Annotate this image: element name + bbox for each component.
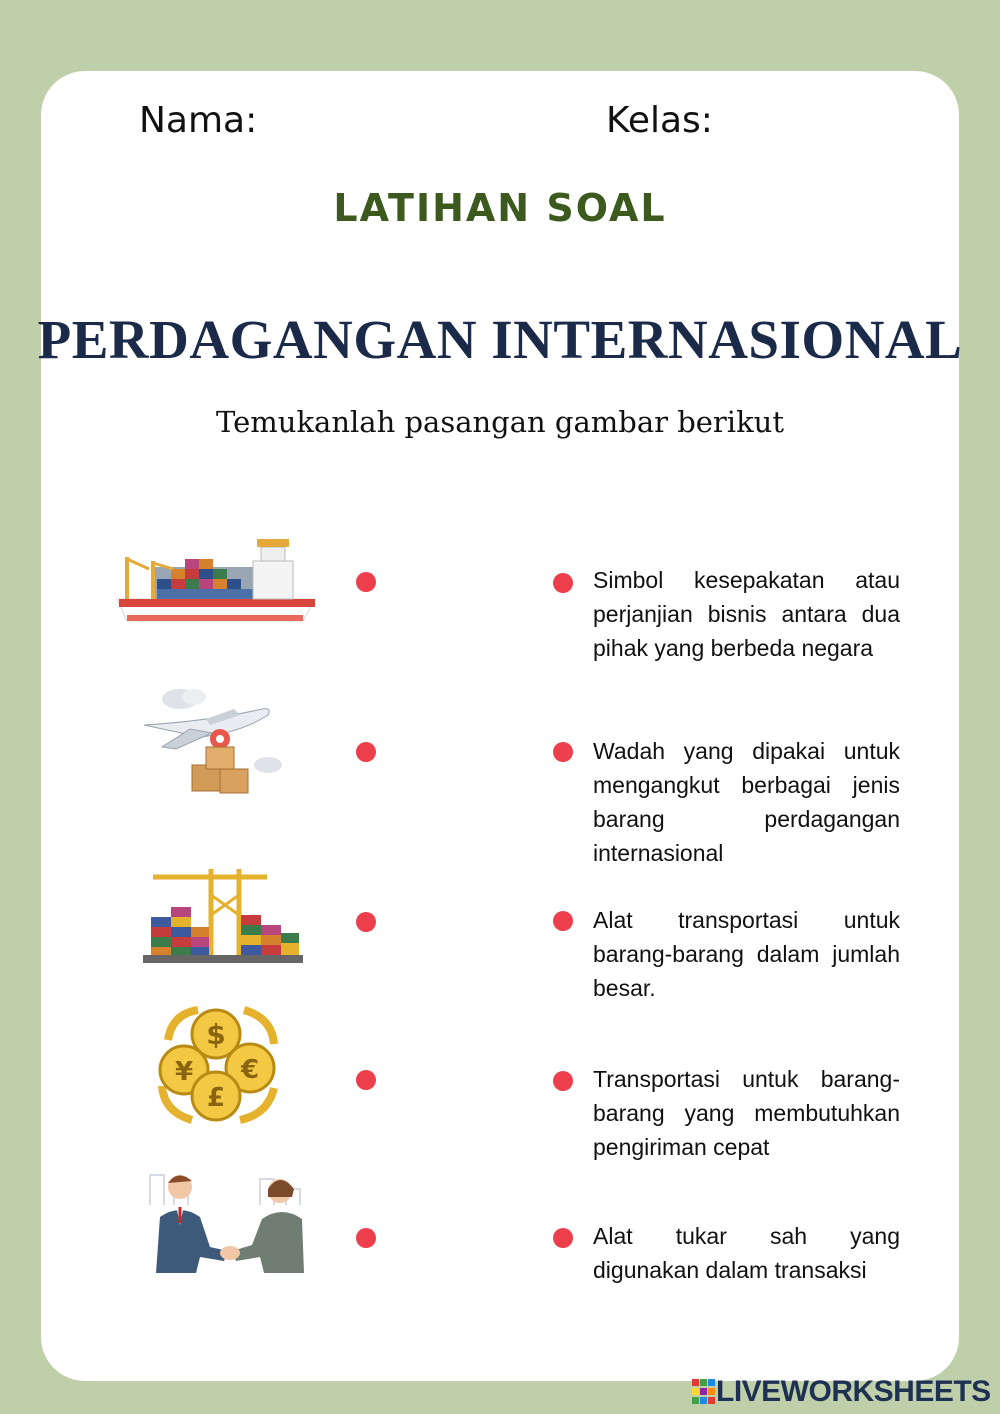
description-2: Wadah yang dipakai untuk mengangkut berbagai jenis barang perdagangan internasional (593, 738, 900, 866)
svg-text:$: $ (206, 1018, 226, 1051)
left-match-dot-4[interactable] (356, 1070, 376, 1090)
right-match-dot-3[interactable] (553, 911, 573, 931)
name-label: Nama: (139, 100, 258, 141)
right-match-dot-5[interactable] (553, 1228, 573, 1248)
left-match-dot-1[interactable] (356, 572, 376, 592)
cargo-ship-image (115, 535, 320, 627)
svg-text:€: € (240, 1055, 260, 1085)
svg-text:¥: ¥ (174, 1057, 194, 1087)
business-handshake-image (140, 1165, 320, 1277)
description-3: Alat transportasi untuk barang-barang dalam jumlah besar. (593, 907, 900, 1001)
svg-text:£: £ (206, 1083, 226, 1113)
liveworksheets-logo-icon (692, 1379, 716, 1405)
left-match-dot-5[interactable] (356, 1228, 376, 1248)
right-match-dot-2[interactable] (553, 742, 573, 762)
instruction-text: Temukanlah pasangan gambar berikut (216, 405, 784, 439)
description-5: Alat tukar sah yang digunakan dalam transaksi (593, 1223, 900, 1283)
airplane-cargo-image (140, 685, 288, 809)
page-title: PERDAGANGAN INTERNASIONAL (37, 309, 963, 370)
container-port-image (143, 855, 303, 965)
class-label: Kelas: (606, 100, 713, 141)
description-4: Transportasi untuk barang-barang yang membutuhkan pengiriman cepat (593, 1066, 900, 1160)
left-match-dot-2[interactable] (356, 742, 376, 762)
left-match-dot-3[interactable] (356, 912, 376, 932)
currency-exchange-image (148, 1000, 288, 1130)
footer-brand: LIVEWORKSHEETS (716, 1375, 991, 1408)
worksheet-subtitle: LATIHAN SOAL (333, 186, 667, 230)
right-match-dot-1[interactable] (553, 573, 573, 593)
right-match-dot-4[interactable] (553, 1071, 573, 1091)
liveworksheets-footer (692, 1374, 991, 1410)
description-1: Simbol kesepakatan atau perjanjian bisnis antara dua pihak yang berbeda negara (593, 567, 900, 661)
